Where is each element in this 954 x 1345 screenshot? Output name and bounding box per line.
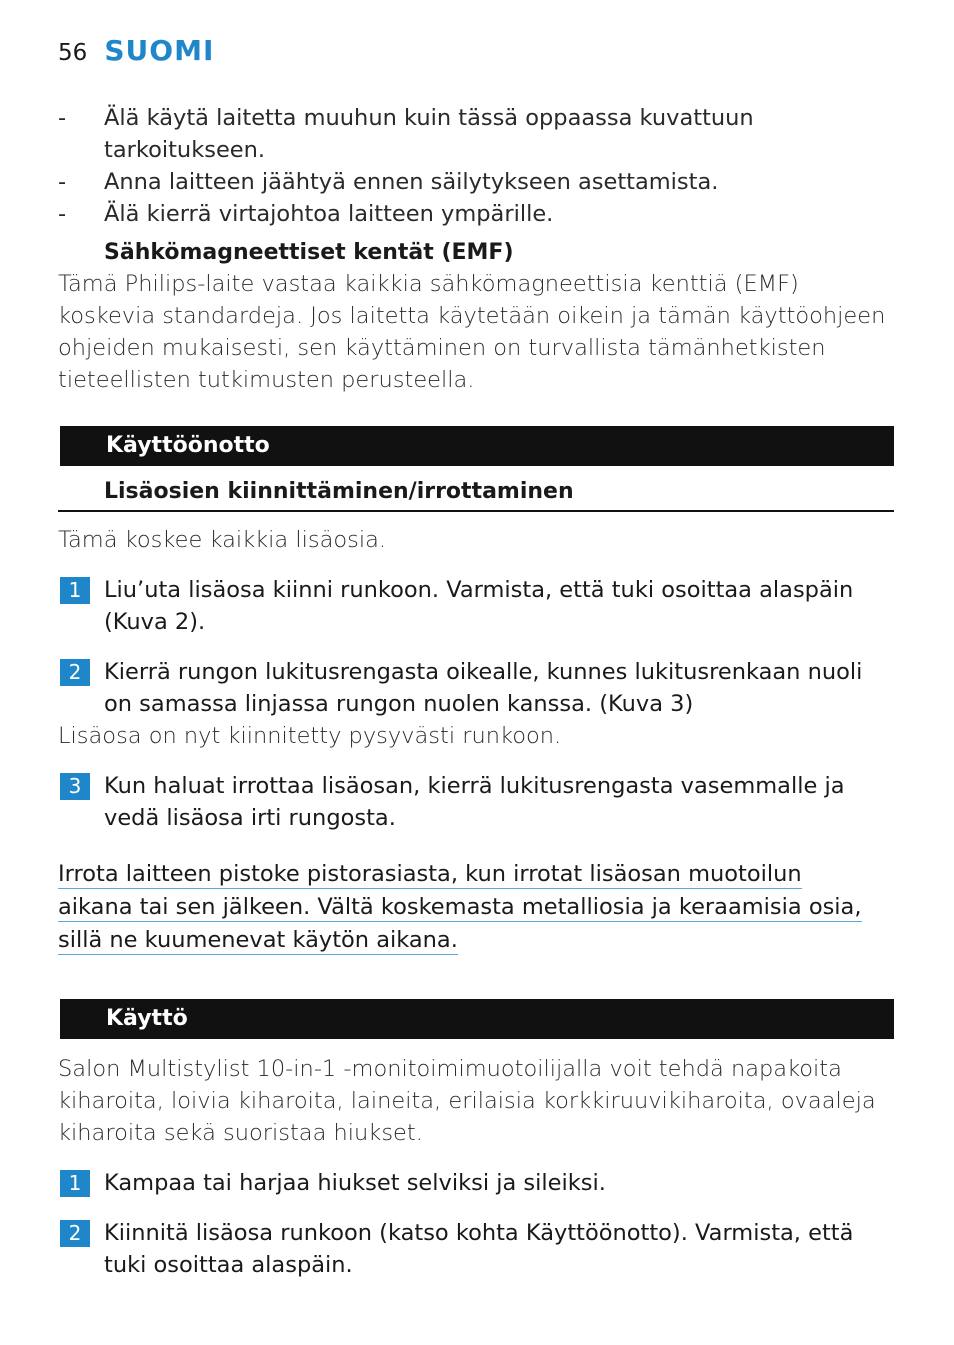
setup-step-1 — [58, 574, 894, 638]
page-header — [58, 34, 214, 67]
section-bar-use: Käyttö — [60, 999, 894, 1039]
step-text: Kun haluat irrottaa lisäosan, kierrä lukitusrengasta vasemmalle ja vedä lisäosa irti rungosta. — [104, 773, 845, 831]
emf-heading: Sähkömagneettiset kentät (EMF) — [104, 240, 514, 265]
page-content — [58, 102, 894, 1281]
emf-text: Tämä Philips-laite vastaa kaikkia sähkömagneettisia kenttiä (EMF) koskevia standardeja. Jos laitetta käytetään oikein ja tämän käyttöohjeen ohjeiden mukaisesti, sen käyttäminen on turvallista tämänhetkisten tieteellisten tutkimusten perusteella. — [58, 271, 886, 393]
step-text: Kierrä rungon lukitusrengasta oikealle, kunnes lukitusrenkaan nuoli on samassa linjassa rungon nuolen kanssa. (Kuva 3) — [104, 659, 863, 717]
warning-text — [58, 858, 894, 957]
warning-line: Irrota laitteen pistoke pistorasiasta, kun irrotat lisäosan muotoilun — [58, 861, 802, 887]
step-number-badge: 2 — [60, 1220, 90, 1247]
step-number-badge: 1 — [60, 577, 90, 604]
step-number-badge: 3 — [60, 773, 90, 800]
bullet-item: - Anna laitteen jäähtyä ennen säilytykseen asettamista. — [58, 169, 719, 195]
bullet-item: - Älä käytä laitetta muuhun kuin tässä oppaassa kuvattuun tarkoitukseen. — [58, 105, 754, 163]
step-text: Kampaa tai harjaa hiukset selviksi ja sileiksi. — [104, 1170, 606, 1196]
step-number-badge: 2 — [60, 659, 90, 686]
setup-step-3 — [58, 770, 894, 834]
section-bar-setup: Käyttöönotto — [60, 426, 894, 466]
warning-line: sillä ne kuumenevat käytön aikana. — [58, 927, 458, 953]
bullet-item: - Älä kierrä virtajohtoa laitteen ympärille. — [58, 201, 554, 227]
step-text: Liu’uta lisäosa kiinni runkoon. Varmista, että tuki osoittaa alaspäin (Kuva 2). — [104, 577, 854, 635]
use-step-2 — [58, 1217, 894, 1281]
language-title: SUOMI — [104, 34, 215, 67]
setup-step-2 — [58, 656, 894, 720]
use-intro: Salon Multistylist 10-in-1 -monitoimimuotoilijalla voit tehdä napakoita kiharoita, loivia kiharoita, laineita, erilaisia korkkiruuvikiharoita, ovaaleja kiharoita sekä suoristaa hiukset. — [58, 1056, 876, 1146]
warning-line: aikana tai sen jälkeen. Vältä koskemasta metalliosia ja keraamisia osia, — [58, 894, 862, 920]
step-text: Kiinnitä lisäosa runkoon (katso kohta Käyttöönotto). Varmista, että tuki osoittaa alaspäin. — [104, 1220, 854, 1278]
use-step-1 — [58, 1167, 894, 1199]
attach-detach-heading: Lisäosien kiinnittäminen/irrottaminen — [58, 476, 894, 512]
page-number: 56 — [58, 40, 88, 66]
safety-bullets — [58, 102, 894, 230]
step-number-badge: 1 — [60, 1170, 90, 1197]
setup-intro: Tämä koskee kaikkia lisäosia. — [58, 527, 387, 553]
setup-step-2-note: Lisäosa on nyt kiinnitetty pysyvästi runkoon. — [58, 723, 562, 749]
